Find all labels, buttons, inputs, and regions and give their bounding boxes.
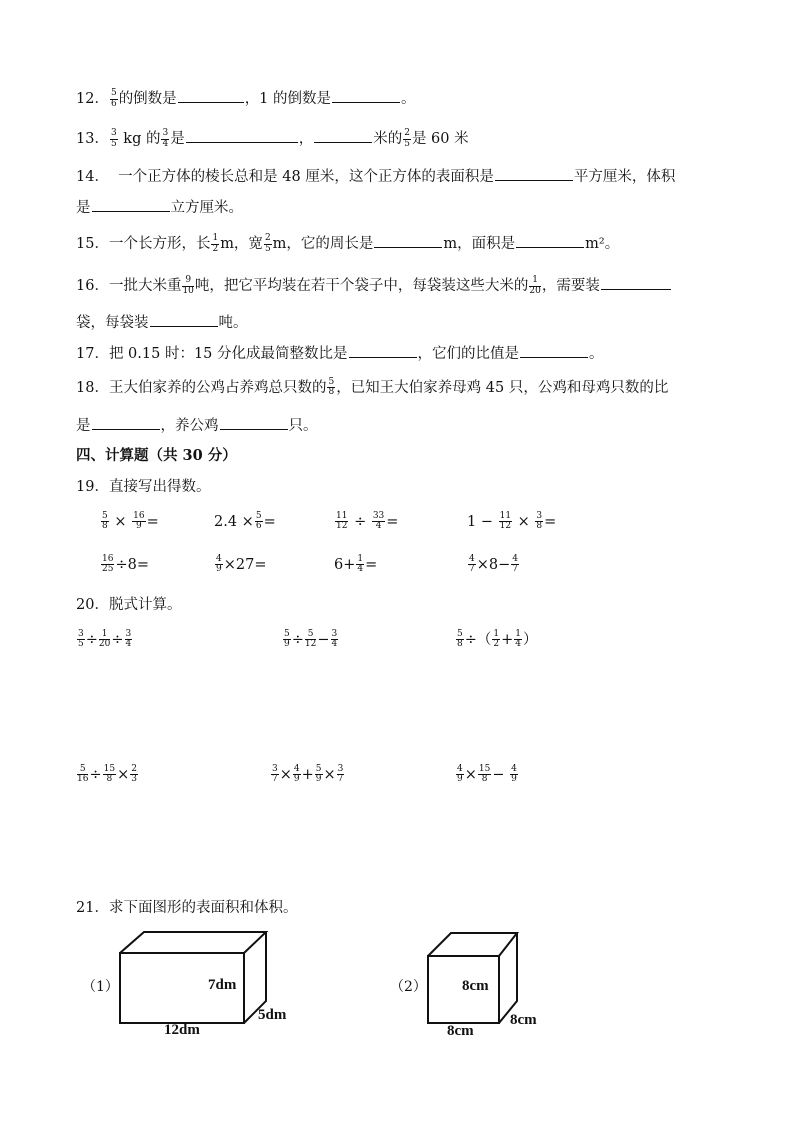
figure-2-length: 8cm — [447, 1023, 474, 1039]
question-number: 20． — [76, 597, 109, 613]
question-text: ，1 的倒数是 — [244, 91, 332, 107]
question-text: 只。 — [288, 418, 318, 434]
question-text: 吨。 — [218, 315, 248, 331]
q19-expr-6: $\frac{4}{9}$ ×27= — [216, 554, 267, 575]
q19-expr-4: 1 − $\frac{11}{12}$ × $\frac{3}{8}$ = — [467, 511, 557, 532]
fraction: $\frac{3}{4}$ — [162, 128, 169, 149]
question-15 — [76, 233, 619, 254]
question-number: 13． — [76, 131, 109, 147]
question-text: 一个正方体的棱长总和是 48 厘米，这个正方体的表面积是 — [118, 169, 494, 185]
question-text: 。 — [589, 346, 604, 362]
fraction: $\frac{5}{8}$ — [328, 377, 335, 398]
question-number: 19． — [76, 479, 109, 495]
q20-expr-6: $\frac{4}{9}$ × $\frac{15}{8}$ − $\frac{4}{9}$ — [457, 764, 517, 785]
answer-blank[interactable] — [601, 275, 671, 290]
answer-blank[interactable] — [314, 128, 372, 143]
question-16 — [76, 275, 672, 296]
fraction: $\frac{2}{5}$ — [404, 128, 410, 149]
answer-blank[interactable] — [332, 88, 400, 103]
q19-expr-7: 6+ $\frac{1}{4}$ = — [334, 554, 378, 575]
q20-expr-5: $\frac{3}{7}$ × $\frac{4}{9}$ + $\frac{5}{9}$ × $\frac{3}{7}$ — [272, 764, 344, 785]
question-14 — [76, 166, 675, 186]
question-text: 脱式计算。 — [108, 597, 182, 613]
question-text: 的倒数是 — [118, 91, 177, 107]
answer-blank[interactable] — [150, 312, 218, 327]
answer-blank[interactable] — [374, 233, 442, 248]
question-text: 一批大米重 — [108, 278, 182, 294]
question-text: ，已知王大伯家养母鸡 45 只，公鸡和母鸡只数的比 — [336, 379, 669, 396]
fraction: $\frac{2}{5}$ — [264, 233, 271, 254]
fraction: $\frac{3}{5}$ — [110, 128, 117, 149]
question-number: 17． — [76, 346, 109, 362]
answer-blank[interactable] — [186, 128, 298, 143]
question-text: 米的 — [373, 131, 403, 147]
answer-blank[interactable] — [92, 197, 170, 212]
q20-expr-4: $\frac{5}{16}$ ÷ $\frac{15}{8}$ × $\frac{2}{3}$ — [77, 764, 137, 785]
question-number: 14． — [76, 169, 109, 185]
q20-expr-2: $\frac{5}{9}$ ÷ $\frac{5}{12}$ − $\frac{3}{4}$ — [284, 629, 338, 650]
question-text: m，它的周长是 — [272, 236, 374, 252]
figure-2-height: 8cm — [462, 978, 489, 994]
question-number: 21． — [76, 900, 109, 916]
cube-top-face — [428, 933, 517, 956]
answer-blank[interactable] — [92, 415, 160, 430]
question-text: m，面积是 — [443, 236, 516, 252]
figure-1-cuboid — [110, 925, 280, 1030]
question-text: m，宽 — [220, 236, 263, 252]
fraction: $\frac{5}{6}$ — [110, 88, 117, 109]
question-text: 把 0.15 时：15 分化成最简整数比是 — [108, 346, 348, 362]
question-16-cont — [76, 312, 248, 332]
question-text: ， — [298, 131, 314, 147]
question-text: ，它们的比值是 — [417, 346, 520, 362]
question-text: ，养公鸡 — [160, 418, 219, 434]
question-21 — [76, 900, 297, 917]
figure-1-label: （1） — [82, 979, 119, 995]
question-13 — [76, 128, 469, 149]
question-text: 王大伯家养的公鸡占养鸡总只数的 — [108, 379, 327, 396]
question-12 — [76, 88, 416, 109]
question-19 — [76, 479, 210, 496]
question-text: 袋，每袋装 — [76, 315, 149, 331]
answer-blank[interactable] — [220, 415, 288, 430]
question-text: ，需要装 — [541, 278, 600, 294]
question-text: 一个长方形，长 — [108, 236, 211, 252]
question-text: 是 — [76, 200, 91, 216]
q19-expr-8: $\frac{4}{7}$ ×8− $\frac{4}{7}$ — [469, 554, 518, 575]
section-title: 四、计算题（共 30 分） — [76, 447, 237, 464]
answer-blank[interactable] — [178, 88, 244, 103]
question-17 — [76, 343, 604, 363]
question-text: 求下面图形的表面积和体积。 — [108, 900, 298, 916]
figure-1-height: 7dm — [208, 977, 237, 993]
question-text: kg 的 — [123, 131, 161, 147]
question-text: 吨，把它平均装在若干个袋子中，每袋装这些大米的 — [194, 278, 529, 294]
question-14-cont — [76, 197, 243, 217]
q19-expr-2: 2.4 × $\frac{5}{6}$ = — [214, 511, 276, 532]
q19-expr-3: $\frac{11}{12}$ ÷ $\frac{33}{4}$ = — [336, 511, 399, 532]
fraction: $\frac{1}{2}$ — [212, 233, 219, 254]
question-number: 12． — [76, 91, 109, 107]
q20-expr-3: $\frac{5}{8}$ ÷（ $\frac{1}{2}$ + $\frac{1}{4}$ ） — [457, 629, 538, 650]
answer-blank[interactable] — [349, 343, 417, 358]
figure-1-width: 5dm — [258, 1007, 287, 1023]
answer-blank[interactable] — [520, 343, 588, 358]
answer-blank[interactable] — [495, 166, 573, 181]
q19-expr-5: $\frac{16}{25}$ ÷8= — [102, 554, 149, 575]
question-text: 是 60 米 — [411, 131, 469, 147]
fraction: $\frac{9}{10}$ — [182, 275, 194, 296]
figure-2-label: （2） — [390, 979, 427, 995]
q19-expr-1: $\frac{5}{8}$ × $\frac{16}{9}$ = — [102, 511, 159, 532]
question-number: 18． — [76, 379, 109, 396]
question-20 — [76, 597, 181, 614]
figure-1-length: 12dm — [164, 1022, 200, 1038]
cuboid-top-face — [120, 932, 266, 953]
question-text: m²。 — [585, 236, 620, 252]
q20-expr-1: $\frac{3}{5}$ ÷ $\frac{1}{20}$ ÷ $\frac{3}{4}$ — [78, 629, 132, 650]
question-text: 。 — [401, 91, 416, 107]
question-number: 16． — [76, 278, 109, 294]
question-text: 是 — [76, 418, 91, 434]
question-text: 立方厘米。 — [170, 200, 243, 216]
question-18 — [76, 378, 668, 398]
question-number: 15． — [76, 236, 109, 252]
fraction: $\frac{1}{20}$ — [529, 275, 541, 296]
question-text: 平方厘米，体积 — [573, 169, 676, 185]
question-18-cont — [76, 415, 318, 435]
answer-blank[interactable] — [516, 233, 584, 248]
question-text: 是 — [170, 131, 185, 147]
cube-side-face — [499, 933, 517, 1023]
figure-2-width: 8cm — [510, 1012, 537, 1028]
question-text: 直接写出得数。 — [108, 479, 211, 495]
